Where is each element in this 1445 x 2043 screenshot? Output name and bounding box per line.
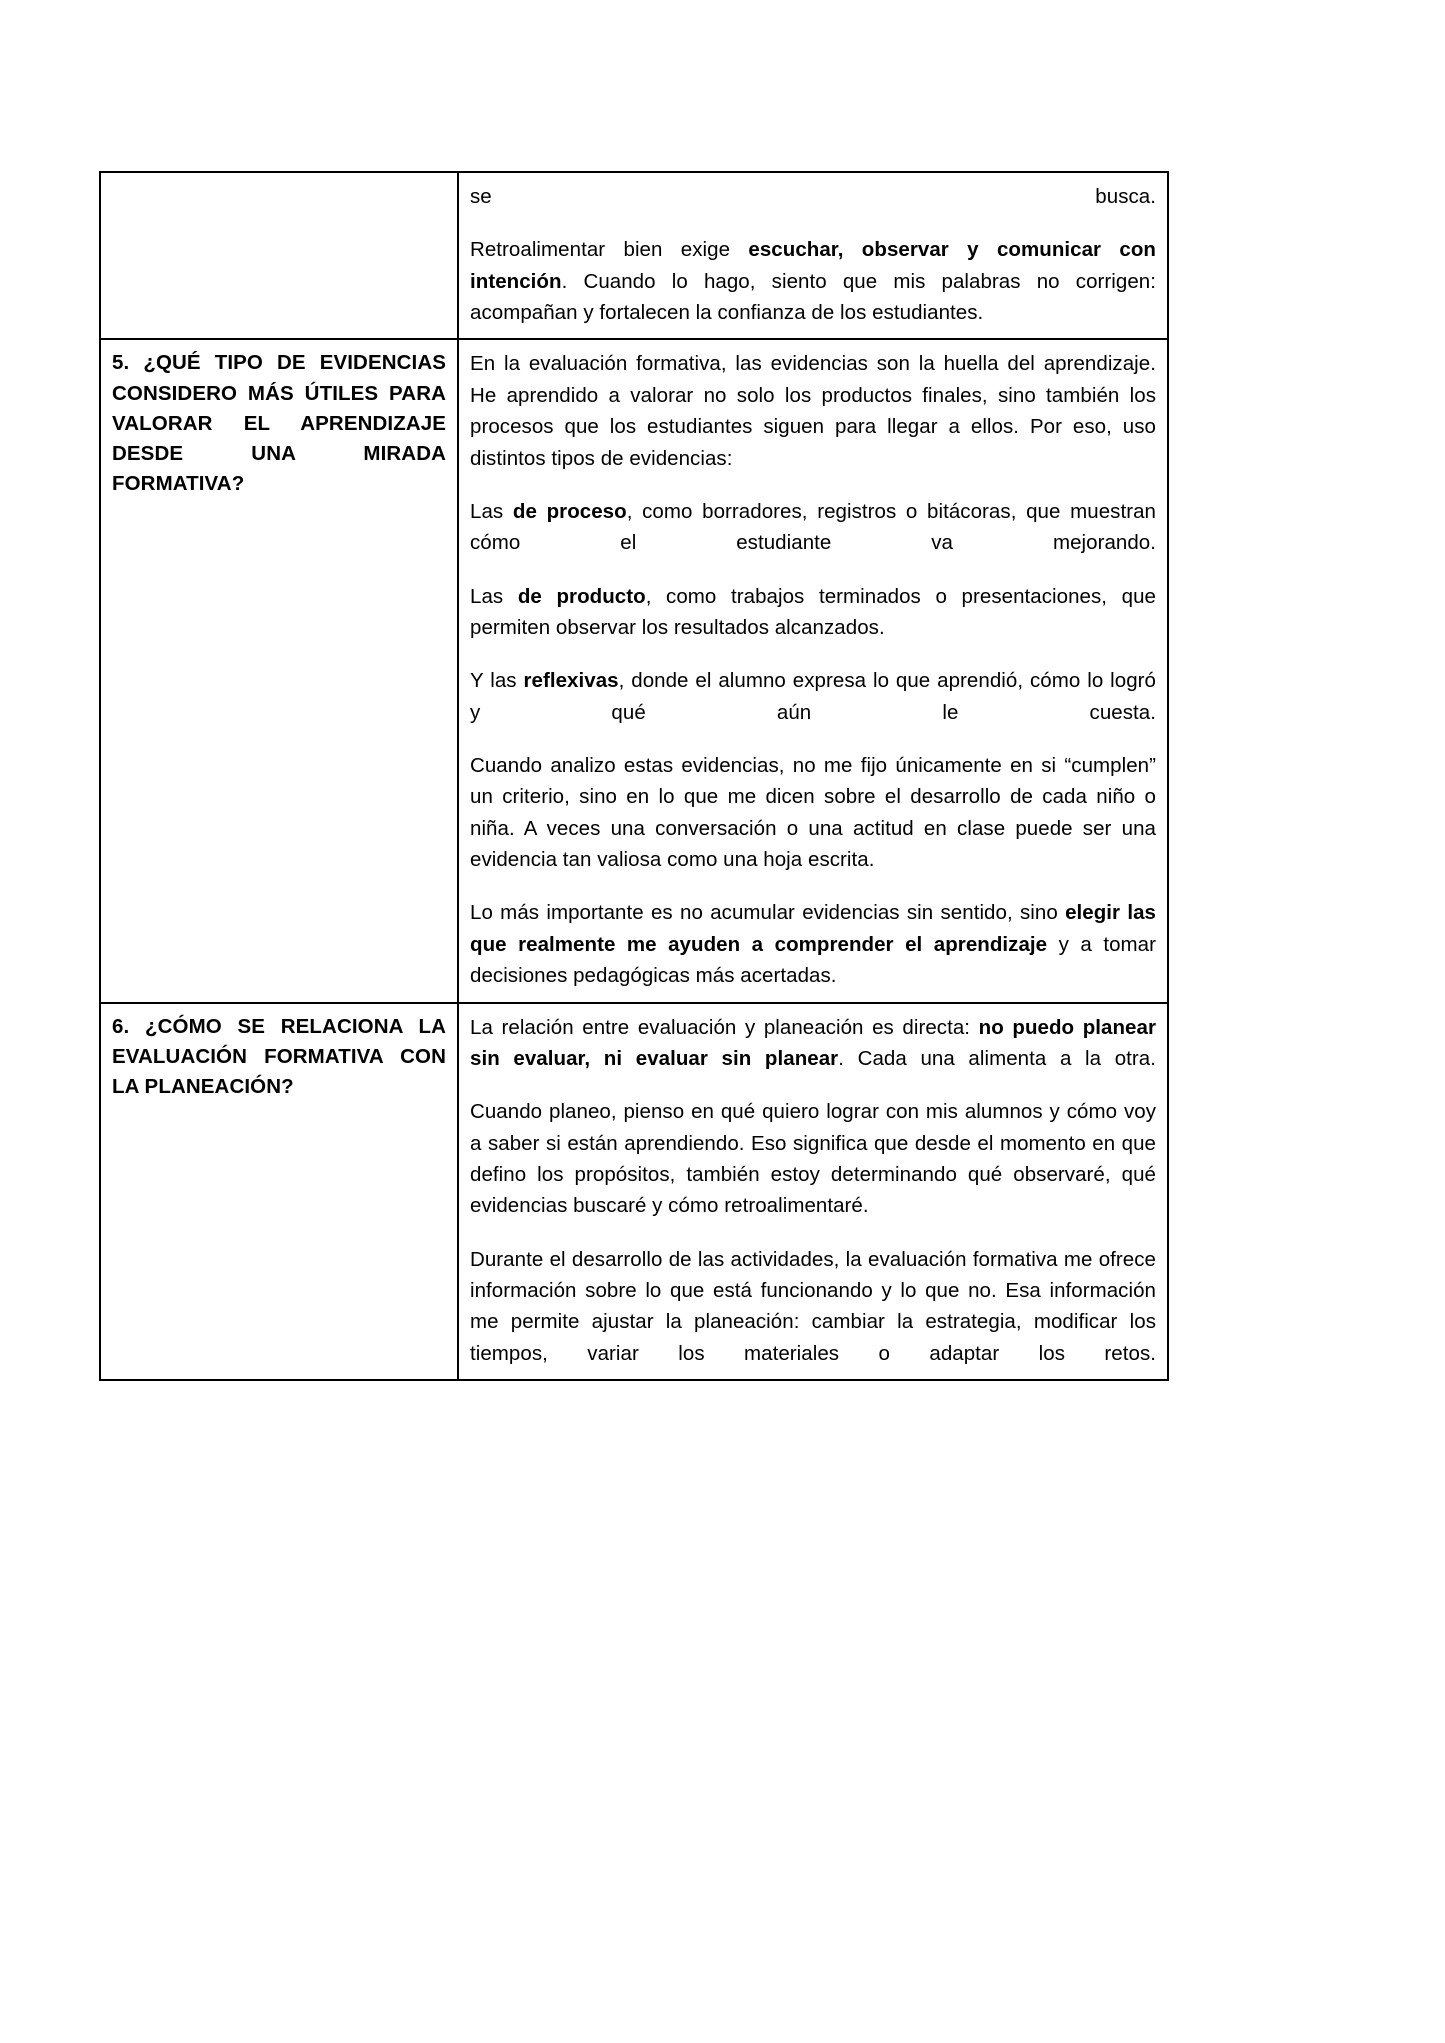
answer-paragraph [470, 348, 1156, 473]
answer-paragraph [470, 181, 1156, 212]
text-run: busca. [1095, 185, 1156, 208]
text-run: se [470, 185, 492, 208]
emphasis-run: reflexivas [523, 669, 619, 693]
qa-table-body [100, 172, 1168, 1380]
question-text: 5. ¿QUÉ TIPO DE EVIDENCIAS CONSIDERO MÁS ÚTILES PARA VALORAR EL APRENDIZAJE DESDE UNA MIRADA FORMATIVA? [112, 351, 446, 495]
emphasis-run: escuchar, observar y comunicar con intención [470, 238, 1157, 293]
answer-cell [458, 339, 1168, 1002]
answer-paragraph [470, 750, 1156, 875]
text-run: Cuando analizo estas evidencias, no me fijo únicamente en si “cumplen” un criterio, sino en lo que me dicen sobre el desarrollo de cada niño o niña. A veces una conversación o una actitud en clase puede ser una evidencia tan valiosa como una hoja escrita. [470, 754, 1156, 872]
table-row [100, 339, 1168, 1002]
emphasis-run: elegir las que realmente me ayuden a comprender el aprendizaje [470, 901, 1157, 956]
emphasis-run: de proceso [512, 499, 627, 523]
question-text: 6. ¿CÓMO SE RELACIONA LA EVALUACIÓN FORMATIVA CON LA PLANEACIÓN? [112, 1014, 446, 1098]
table-row [100, 172, 1168, 339]
answer-cell [458, 172, 1168, 339]
text-run: , donde el alumno expresa lo que aprendió, cómo lo logró y qué aún le cuesta. [470, 669, 1156, 724]
text-run: Lo más importante es no acumular evidencias sin sentido, sino [470, 901, 1066, 925]
answer-paragraph [470, 1096, 1156, 1221]
question-cell [100, 339, 458, 1002]
answer-paragraph [470, 665, 1156, 728]
answer-paragraph [470, 234, 1156, 328]
text-run: Las [470, 584, 518, 608]
text-run [492, 185, 1096, 208]
text-run: . Cada una alimenta a la otra. [838, 1046, 1156, 1070]
text-run: Cuando planeo, pienso en qué quiero lograr con mis alumnos y cómo voy a saber si están aprendiendo. Eso significa que desde el momento en que defino los propósitos, también estoy determinando qué observaré, qué evidencias buscaré y cómo retroalimentaré. [470, 1100, 1156, 1218]
answer-cell [458, 1003, 1168, 1381]
table-row [100, 1003, 1168, 1381]
question-cell [100, 1003, 458, 1381]
text-run: y a tomar decisiones pedagógicas más acertadas. [470, 932, 1156, 988]
question-cell [100, 172, 458, 339]
text-run: , como borradores, registros o bitácoras, que muestran cómo el estudiante va mejorando. [470, 499, 1156, 555]
text-run: Y las [470, 669, 524, 693]
qa-table [99, 171, 1169, 1381]
answer-paragraph [470, 496, 1156, 559]
text-run: , como trabajos terminados o presentaciones, que permiten observar los resultados alcanzados. [470, 584, 1156, 639]
text-run: En la evaluación formativa, las evidencias son la huella del aprendizaje. He aprendido a valorar no solo los productos finales, sino también los procesos que los estudiantes siguen para llegar a ellos. Por eso, uso distintos tipos de evidencias: [470, 352, 1156, 470]
answer-paragraph [470, 581, 1156, 644]
text-run: La relación entre evaluación y planeación es directa: [470, 1015, 979, 1039]
text-run: . Cuando lo hago, siento que mis palabras no corrigen: acompañan y fortalecen la confianza de los estudiantes. [470, 269, 1156, 325]
answer-paragraph [470, 1244, 1156, 1369]
emphasis-run: de producto [517, 584, 646, 608]
text-run: Retroalimentar bien exige [470, 238, 749, 262]
answer-paragraph [470, 1012, 1156, 1075]
text-run: Las [470, 499, 513, 523]
emphasis-run: no puedo planear sin evaluar, ni evaluar sin planear [470, 1015, 1156, 1070]
answer-paragraph [470, 897, 1156, 991]
text-run: Durante el desarrollo de las actividades, la evaluación formativa me ofrece información sobre lo que está funcionando y lo que no. Esa información me permite ajustar la planeación: cambiar la estrategia, modificar los tiempos, variar los materiales o adaptar los retos. [470, 1247, 1156, 1365]
